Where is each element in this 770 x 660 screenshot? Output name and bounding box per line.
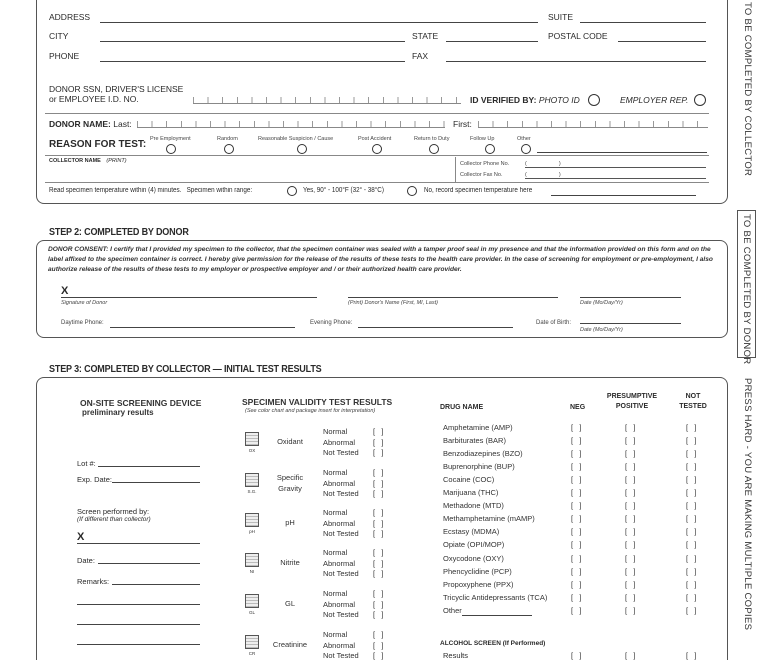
validity-state-4-0: Normal [323, 589, 348, 598]
divider-3 [45, 182, 709, 183]
drug-row-14: Other [443, 605, 462, 615]
drug-other-field[interactable] [462, 615, 532, 616]
drug-not-tested-box-3[interactable]: [ ] [686, 462, 697, 472]
validity-checkbox-5-1[interactable]: [ ] [373, 640, 384, 650]
drug-positive-box-5[interactable]: [ ] [625, 488, 636, 498]
reason-other-radio[interactable] [521, 144, 531, 154]
validity-checkbox-4-2[interactable]: [ ] [373, 610, 384, 619]
drug-row-8: Ecstasy (MDMA) [443, 527, 500, 537]
temp-yes-radio[interactable] [287, 186, 297, 196]
drug-neg-box-10[interactable]: [ ] [571, 553, 582, 563]
reason-pre-employment: Pre Employment [150, 136, 191, 142]
donor-id-label-line1: DONOR SSN, DRIVER'S LICENSE [49, 84, 184, 94]
drug-row-4: Cocaine (COC) [443, 475, 495, 485]
divider-1 [45, 113, 709, 114]
validity-swatch-4 [245, 594, 259, 608]
drug-neg-box-5[interactable]: [ ] [571, 488, 582, 498]
drug-neg-box-6[interactable]: [ ] [571, 501, 582, 511]
drug-neg-box-7[interactable]: [ ] [571, 514, 582, 524]
drug-not-tested-box-4[interactable]: [ ] [686, 475, 697, 485]
temp-no-label: No, record specimen temperature here [424, 187, 533, 194]
drug-neg-box-4[interactable]: [ ] [571, 475, 582, 485]
remarks-label: Remarks: [77, 577, 110, 586]
validity-checkbox-4-0[interactable]: [ ] [373, 589, 384, 598]
drug-not-tested-box-7[interactable]: [ ] [686, 514, 697, 524]
drug-not-tested-box-9[interactable]: [ ] [686, 540, 697, 550]
validity-state-2-2: Not Tested [323, 529, 359, 538]
temp-instruction: Read specimen temperature within (4) minutes. Specimen within range: [49, 187, 253, 194]
reason-pre-employment-radio[interactable] [166, 144, 176, 154]
donor-print-name-field[interactable] [348, 297, 558, 298]
temp-field[interactable] [551, 195, 696, 196]
drug-not-tested-box-11[interactable]: [ ] [686, 566, 697, 576]
drug-row-3: Buprenorphine (BUP) [443, 462, 515, 472]
drug-not-tested-box-1[interactable]: [ ] [686, 436, 697, 446]
drug-neg-box-9[interactable]: [ ] [571, 540, 582, 550]
validity-state-2-1: Abnormal [323, 518, 356, 528]
onsite-title: ON-SITE SCREENING DEVICE [80, 398, 202, 408]
collector-fax-field[interactable]: ( ) [525, 172, 706, 179]
validity-name-2: pH [285, 518, 295, 527]
collector-name-label [49, 158, 127, 164]
drug-positive-box-2[interactable]: [ ] [625, 449, 636, 459]
validity-checkbox-2-1[interactable]: [ ] [373, 518, 384, 528]
first-name-field[interactable] [478, 118, 708, 128]
temp-yes-label: Yes, 90° - 100°F (32° - 38°C) [303, 187, 384, 194]
drug-neg-box-14[interactable]: [ ] [571, 605, 582, 615]
consent-text: I certify that I provided my specimen to the collector, that the specimen container was sealed with a tamper proof seal in my presence and that the information provided on this form and on the label affixed to the specimen container is correct. I hereby give permission for the release of the results of these tests to the health care provider. In the case of screening for employment or pre-employment, I also authorize release of the results of these tests to my employer or prospective employer and / or their authorized health care provider. [48, 246, 713, 273]
last-name-field[interactable] [137, 118, 445, 128]
validity-checkbox-0-2[interactable]: [ ] [373, 448, 384, 457]
drug-row-9: Opiate (OPI/MOP) [443, 540, 505, 550]
reason-return-to-duty: Return to Duty [414, 136, 450, 142]
drug-neg-box-13[interactable]: [ ] [571, 592, 582, 602]
onsite-subtitle: preliminary results [82, 408, 154, 417]
validity-name-1: Specific Gravity [276, 473, 304, 493]
validity-code-1: S.G. [247, 489, 257, 494]
validity-checkbox-3-2[interactable]: [ ] [373, 569, 384, 578]
drug-not-tested-box-12[interactable]: [ ] [686, 579, 697, 589]
validity-name-4: GL [284, 599, 295, 608]
validity-checkbox-5-2[interactable]: [ ] [373, 651, 384, 660]
remarks-field-4[interactable] [77, 644, 200, 645]
validity-code-0: OX [248, 448, 256, 453]
drug-not-tested-box-2[interactable]: [ ] [686, 449, 697, 459]
validity-swatch-3 [245, 553, 259, 567]
validity-checkbox-2-2[interactable]: [ ] [373, 529, 384, 538]
drug-positive-box-11[interactable]: [ ] [625, 566, 636, 576]
reason-post-accident-radio[interactable] [372, 144, 382, 154]
donor-signature-label: Signature of Donor [61, 300, 108, 306]
reason-random: Random [217, 136, 238, 142]
drug-not-tested-box-8[interactable]: [ ] [686, 527, 697, 537]
drug-row-5: Marijuana (THC) [443, 488, 499, 498]
drug-neg-box-8[interactable]: [ ] [571, 527, 582, 537]
reason-random-radio[interactable] [224, 144, 234, 154]
validity-code-5: CR [248, 651, 256, 656]
validity-checkbox-0-1[interactable]: [ ] [373, 437, 384, 447]
drug-row-0: Amphetamine (AMP) [443, 423, 513, 432]
dob-label: Date of Birth: [536, 320, 572, 326]
validity-swatch-1 [245, 473, 259, 487]
validity-name-5: Creatinine [272, 640, 308, 649]
exp-date-label: Exp. Date: [77, 475, 113, 484]
collector-phone-field[interactable]: ( ) [525, 161, 706, 168]
validity-state-0-2: Not Tested [323, 448, 359, 457]
lot-label: Lot #: [77, 459, 96, 468]
remarks-field-3[interactable] [77, 624, 200, 625]
reason-other: Other [517, 136, 531, 142]
validity-swatch-2 [245, 513, 259, 527]
validity-state-4-2: Not Tested [323, 610, 359, 619]
dob-field[interactable] [580, 323, 681, 324]
donor-consent [48, 245, 718, 275]
validity-state-0-0: Normal [323, 427, 348, 436]
id-verified-text: ID VERIFIED BY: [470, 95, 537, 105]
donor-name-label: DONOR NAME: Last: [49, 119, 132, 129]
divider-2 [45, 155, 709, 156]
validity-state-3-1: Abnormal [323, 558, 356, 568]
performed-signature-x: X [77, 531, 85, 543]
drug-row-12: Propoxyphene (PPX) [443, 579, 514, 589]
drug-row-6: Methadone (MTD) [443, 501, 504, 511]
reason-follow-up-radio[interactable] [485, 144, 495, 154]
consent-label: DONOR CONSENT: [48, 246, 109, 253]
phone-field[interactable] [100, 61, 405, 62]
validity-code-2: pH [249, 529, 255, 534]
performed-sublabel: (If different than collector) [77, 516, 151, 523]
drug-name-header: DRUG NAME [440, 404, 484, 411]
validity-state-5-1: Abnormal [323, 640, 356, 650]
donor-print-name-label: (Print) Donor's Name (First, MI, Last) [348, 300, 438, 306]
validity-checkbox-0-0[interactable]: [ ] [373, 427, 384, 436]
drug-positive-box-9[interactable]: [ ] [625, 540, 636, 550]
donor-date-field[interactable] [580, 297, 681, 298]
validity-state-1-2: Not Tested [323, 489, 359, 498]
validity-checkbox-1-2[interactable]: [ ] [373, 489, 384, 498]
state-field[interactable] [446, 41, 538, 42]
temp-no-radio[interactable] [407, 186, 417, 196]
drug-positive-box-4[interactable]: [ ] [625, 475, 636, 485]
drug-positive-box-1[interactable]: [ ] [625, 436, 636, 446]
drug-positive-box-7[interactable]: [ ] [625, 514, 636, 524]
validity-name-0: Oxidant [277, 437, 303, 446]
screen-date-field[interactable] [98, 563, 200, 564]
validity-checkbox-4-1[interactable]: [ ] [373, 599, 384, 609]
validity-code-3: NI [249, 569, 255, 574]
validity-state-4-1: Abnormal [323, 599, 356, 609]
daytime-phone-label: Daytime Phone: [61, 320, 104, 326]
remarks-field-1[interactable] [112, 584, 200, 585]
photo-id-radio[interactable] [588, 94, 600, 106]
validity-state-0-1: Abnormal [323, 437, 356, 447]
drug-positive-box-13[interactable]: [ ] [625, 592, 636, 602]
validity-swatch-5 [245, 635, 259, 649]
phone-label: PHONE [49, 51, 80, 61]
alcohol-positive-box[interactable]: [ ] [625, 651, 636, 660]
drug-row-13: Tricyclic Antidepressants (TCA) [443, 592, 548, 602]
validity-state-5-0: Normal [323, 630, 348, 639]
employer-rep-label: EMPLOYER REP. [620, 95, 689, 105]
side-label-collector: TO BE COMPLETED BY COLLECTOR [742, 2, 753, 177]
fax-field[interactable] [446, 61, 706, 62]
step3-title: STEP 3: COMPLETED BY COLLECTOR — INITIAL TEST RESULTS [49, 363, 322, 375]
drug-positive-box-12[interactable]: [ ] [625, 579, 636, 589]
validity-checkbox-5-0[interactable]: [ ] [373, 630, 384, 639]
reason-other-field[interactable] [537, 152, 707, 153]
drug-not-tested-box-0[interactable]: [ ] [686, 423, 697, 432]
validity-checkbox-2-0[interactable]: [ ] [373, 508, 384, 517]
reason-label: REASON FOR TEST: [49, 139, 147, 150]
drug-neg-box-12[interactable]: [ ] [571, 579, 582, 589]
presumptive-header: PRESUMPTIVE POSITIVE [606, 393, 658, 410]
drug-positive-box-10[interactable]: [ ] [625, 553, 636, 563]
reason-return-to-duty-radio[interactable] [429, 144, 439, 154]
validity-name-3: Nitrite [280, 558, 300, 567]
postal-label: POSTAL CODE [548, 31, 608, 41]
collector-fax-label: Collector Fax No. [460, 172, 503, 178]
remarks-field-2[interactable] [77, 604, 200, 605]
donor-id-label [49, 84, 183, 104]
state-label: STATE [412, 31, 439, 41]
fax-label: FAX [412, 51, 429, 61]
neg-header: NEG [570, 404, 586, 411]
drug-positive-box-6[interactable]: [ ] [625, 501, 636, 511]
lot-field[interactable] [98, 466, 200, 467]
collector-phone-label: Collector Phone No. [460, 161, 510, 167]
step2-title: STEP 2: COMPLETED BY DONOR [49, 226, 189, 238]
exp-date-field[interactable] [112, 482, 200, 483]
last-name-text: Last [113, 119, 130, 129]
validity-state-1-0: Normal [323, 468, 348, 477]
donor-signature-x: X [61, 285, 69, 297]
city-label: CITY [49, 31, 69, 41]
dob-date-label: Date (Mo/Day/Yr) [580, 327, 623, 333]
drug-neg-box-0[interactable]: [ ] [571, 423, 582, 432]
validity-checkbox-3-0[interactable]: [ ] [373, 548, 384, 557]
daytime-phone-field[interactable] [110, 327, 295, 328]
employer-rep-radio[interactable] [694, 94, 706, 106]
validity-state-3-0: Normal [323, 548, 348, 557]
side-label-donor: TO BE COMPLETED BY DONOR [741, 214, 752, 365]
id-verified-label [470, 95, 580, 105]
alcohol-header: ALCOHOL SCREEN (If Performed) [440, 640, 546, 647]
drug-row-11: Phencyclidine (PCP) [443, 566, 512, 576]
validity-state-3-2: Not Tested [323, 569, 359, 578]
suite-field[interactable] [580, 22, 706, 23]
drug-row-7: Methamphetamine (mAMP) [443, 514, 535, 524]
drug-neg-box-3[interactable]: [ ] [571, 462, 582, 472]
alcohol-neg-box[interactable]: [ ] [571, 651, 582, 660]
drug-neg-box-1[interactable]: [ ] [571, 436, 582, 446]
postal-field[interactable] [618, 41, 706, 42]
evening-phone-field[interactable] [358, 327, 513, 328]
alcohol-not-tested-box[interactable]: [ ] [686, 651, 697, 660]
reason-suspicion: Reasonable Suspicion / Cause [258, 136, 334, 142]
drug-not-tested-box-13[interactable]: [ ] [686, 592, 697, 602]
validity-checkbox-3-1[interactable]: [ ] [373, 558, 384, 568]
drug-row-2: Benzodiazepines (BZO) [443, 449, 523, 459]
drug-not-tested-box-5[interactable]: [ ] [686, 488, 697, 498]
drug-not-tested-box-10[interactable]: [ ] [686, 553, 697, 563]
reason-follow-up: Follow Up [470, 136, 495, 142]
validity-title: SPECIMEN VALIDITY TEST RESULTS [242, 397, 393, 407]
donor-id-label-line2: or EMPLOYEE I.D. NO. [49, 94, 139, 104]
suite-label: SUITE [548, 12, 574, 22]
drug-positive-box-3[interactable]: [ ] [625, 462, 636, 472]
drug-row-1: Barbiturates (BAR) [443, 436, 506, 446]
validity-checkbox-1-1[interactable]: [ ] [373, 478, 384, 488]
first-name-label: First: [453, 119, 472, 129]
drug-row-10: Oxycodone (OXY) [443, 553, 504, 563]
address-field[interactable] [100, 22, 538, 23]
validity-state-5-2: Not Tested [323, 651, 359, 660]
drug-not-tested-box-6[interactable]: [ ] [686, 501, 697, 511]
validity-state-1-1: Abnormal [323, 478, 356, 488]
drug-neg-box-2[interactable]: [ ] [571, 449, 582, 459]
drug-positive-box-8[interactable]: [ ] [625, 527, 636, 537]
drug-not-tested-box-14[interactable]: [ ] [686, 605, 697, 615]
collector-vline [455, 157, 456, 182]
donor-id-field[interactable] [193, 94, 461, 104]
alcohol-results-label: Results [443, 651, 469, 660]
side-label-press-hard: PRESS HARD - YOU ARE MAKING MULTIPLE COPIES [742, 378, 753, 631]
address-label: ADDRESS [49, 12, 91, 22]
donor-signature-field[interactable] [61, 297, 317, 298]
donor-name-text: DONOR NAME: [49, 119, 111, 129]
not-tested-header: NOT TESTED [679, 393, 707, 410]
collector-print-text: (PRINT) [106, 158, 127, 164]
screen-date-label: Date: [77, 556, 95, 565]
validity-subtitle: (See color chart and package insert for interpretation) [245, 408, 376, 414]
reason-post-accident: Post Accident [358, 136, 392, 142]
collector-name-text: COLLECTOR NAME [49, 158, 101, 164]
reason-suspicion-radio[interactable] [297, 144, 307, 154]
city-field[interactable] [100, 41, 405, 42]
performed-label: Screen performed by: [77, 507, 150, 516]
photo-id-text: PHOTO ID [538, 95, 580, 105]
drug-neg-box-11[interactable]: [ ] [571, 566, 582, 576]
evening-phone-label: Evening Phone: [310, 320, 353, 326]
validity-state-2-0: Normal [323, 508, 348, 517]
drug-positive-box-0[interactable]: [ ] [625, 423, 636, 432]
performed-signature-field[interactable] [77, 543, 200, 544]
validity-checkbox-1-0[interactable]: [ ] [373, 468, 384, 477]
donor-date-label: Date (Mo/Day/Yr) [580, 300, 623, 306]
drug-positive-box-14[interactable]: [ ] [625, 605, 636, 615]
validity-code-4: GL [248, 610, 255, 615]
validity-swatch-0 [245, 432, 259, 446]
